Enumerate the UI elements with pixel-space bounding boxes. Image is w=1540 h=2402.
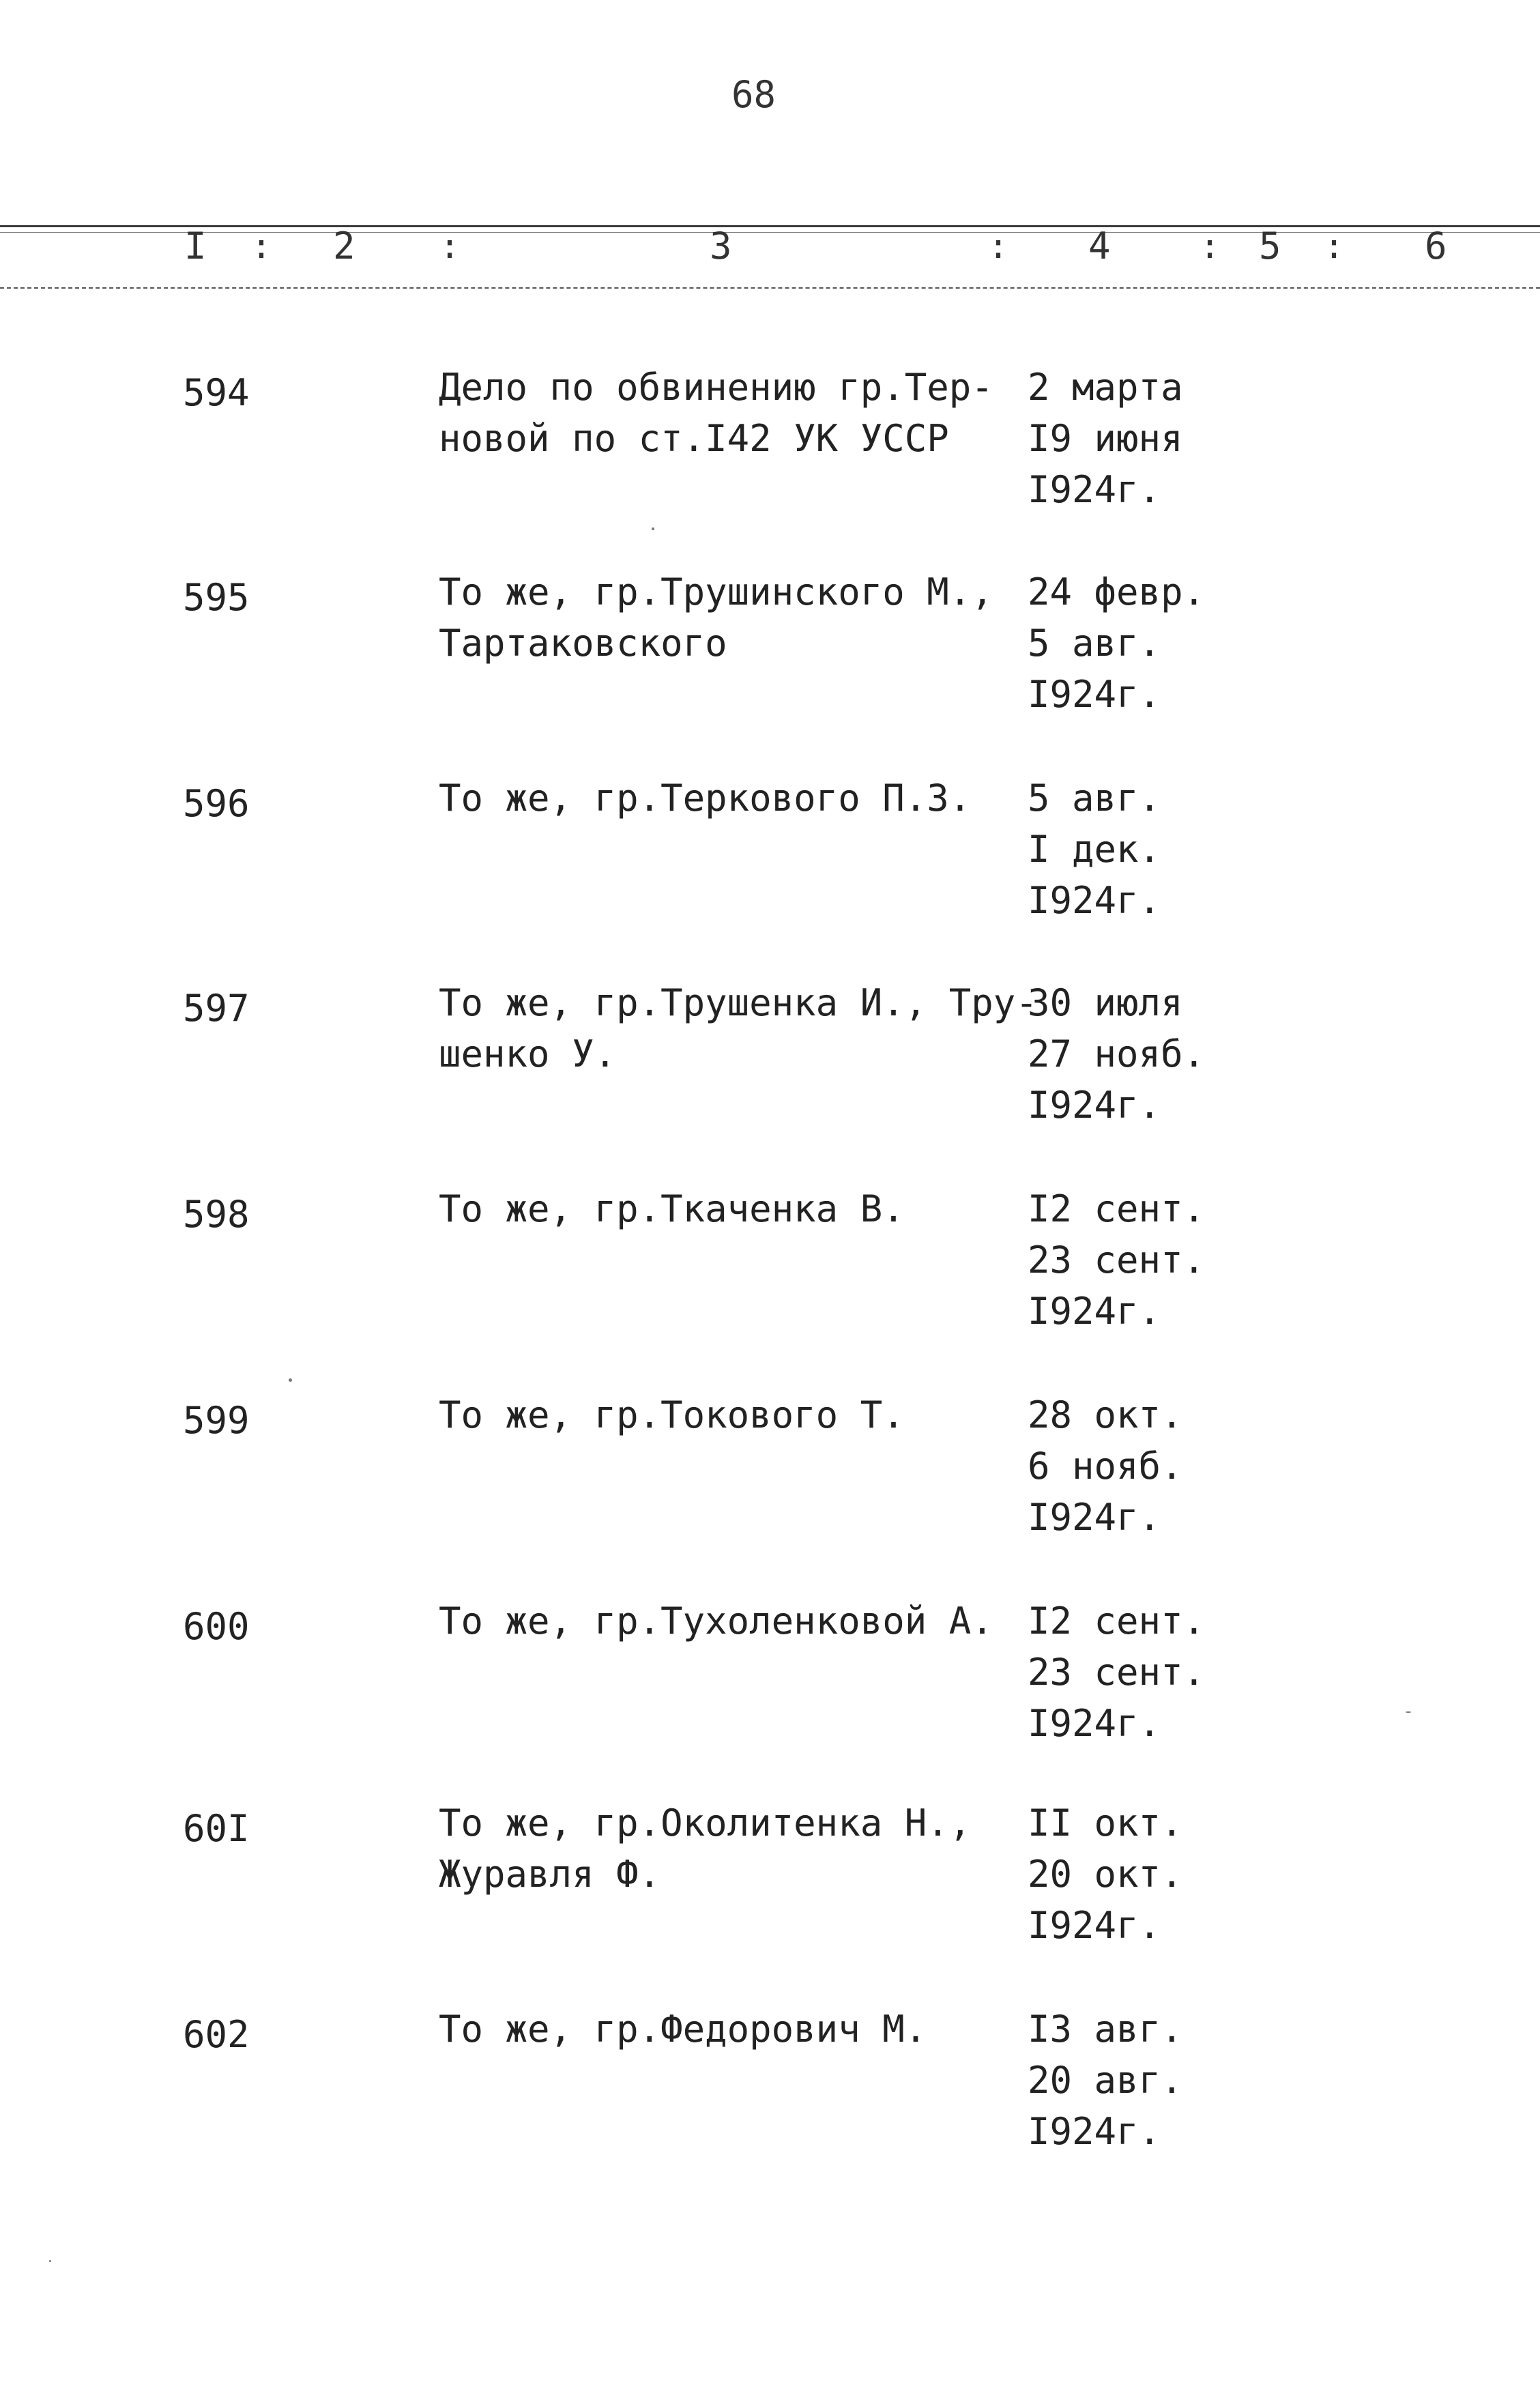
row-date-start: 2 марта [1028, 366, 1183, 409]
row-date-end: 23 сент. [1028, 1651, 1206, 1694]
header-separator: : [988, 227, 1009, 266]
table-header-bottom-rule [0, 287, 1540, 289]
row-date-end: I9 июня [1028, 417, 1183, 460]
scan-speck [652, 527, 654, 530]
row-description-line-1: Дело по обвинению гр.Тер- [439, 366, 993, 409]
header-separator: : [1324, 227, 1345, 266]
row-date-end: 20 авг. [1028, 2059, 1183, 2102]
scan-speck [1406, 1711, 1411, 1713]
row-date-end: I дек. [1028, 828, 1161, 871]
row-date-end: 27 нояб. [1028, 1032, 1206, 1075]
row-date-end: 23 сент. [1028, 1239, 1206, 1282]
row-number: 597 [183, 987, 250, 1030]
row-date-start: 30 июля [1028, 981, 1183, 1024]
page-number: 68 [731, 73, 776, 116]
row-description-line-1: То же, гр.Теркового П.З. [439, 777, 972, 820]
row-description-line-2: новой по ст.I42 УК УССР [439, 417, 949, 460]
row-date-start: 28 окт. [1028, 1393, 1183, 1436]
row-number: 594 [183, 371, 250, 414]
row-description-line-1: То же, гр.Трушинского М., [439, 570, 993, 613]
header-separator: : [1200, 227, 1221, 266]
row-number: 600 [183, 1605, 250, 1648]
row-description-line-1: То же, гр.Околитенка Н., [439, 1802, 972, 1844]
row-date-start: I2 сент. [1028, 1187, 1206, 1230]
row-number: 599 [183, 1399, 250, 1442]
row-description-line-1: То же, гр.Трушенка И., Тру- [439, 981, 1038, 1024]
header-col-6: 6 [1425, 225, 1447, 267]
row-date-start: 24 февр. [1028, 570, 1206, 613]
row-date-year: I924г. [1028, 1290, 1161, 1333]
row-number: 598 [183, 1193, 250, 1236]
row-description-line-2: шенко У. [439, 1032, 617, 1075]
row-date-start: I3 авг. [1028, 2008, 1183, 2051]
row-description-line-1: То же, гр.Токового Т. [439, 1393, 905, 1436]
header-separator: : [251, 227, 272, 266]
row-date-year: I924г. [1028, 1904, 1161, 1947]
row-description-line-2: Журавля Ф. [439, 1853, 661, 1896]
row-date-end: 5 авг. [1028, 622, 1161, 665]
table-header-top-rule [0, 225, 1540, 227]
header-col-1: I [184, 225, 207, 267]
row-date-year: I924г. [1028, 468, 1161, 511]
row-date-end: 20 окт. [1028, 1853, 1183, 1896]
scan-speck [289, 1378, 292, 1382]
row-number: 60I [183, 1807, 250, 1850]
row-date-end: 6 нояб. [1028, 1445, 1183, 1488]
row-date-year: I924г. [1028, 879, 1161, 922]
row-date-start: I2 сент. [1028, 1600, 1206, 1643]
header-separator: : [439, 227, 461, 266]
header-col-3: 3 [710, 225, 732, 267]
row-date-year: I924г. [1028, 2110, 1161, 2153]
header-col-2: 2 [333, 225, 355, 267]
row-date-year: I924г. [1028, 1496, 1161, 1539]
row-number: 596 [183, 782, 250, 825]
row-description-line-1: То же, гр.Федорович М. [439, 2008, 927, 2051]
row-description-line-1: То же, гр.Тухоленковой А. [439, 1600, 993, 1643]
header-col-5: 5 [1259, 225, 1281, 267]
row-description-line-2: Тартаковского [439, 622, 727, 665]
row-date-year: I924г. [1028, 1084, 1161, 1127]
row-date-start: 5 авг. [1028, 777, 1161, 820]
row-date-start: II окт. [1028, 1802, 1183, 1844]
header-col-4: 4 [1088, 225, 1111, 267]
row-date-year: I924г. [1028, 673, 1161, 716]
row-description-line-1: То же, гр.Ткаченка В. [439, 1187, 905, 1230]
row-number: 595 [183, 576, 250, 619]
table-header-top-rule-inner [0, 232, 1540, 233]
row-number: 602 [183, 2013, 250, 2056]
scan-speck [49, 2260, 51, 2262]
row-date-year: I924г. [1028, 1702, 1161, 1745]
